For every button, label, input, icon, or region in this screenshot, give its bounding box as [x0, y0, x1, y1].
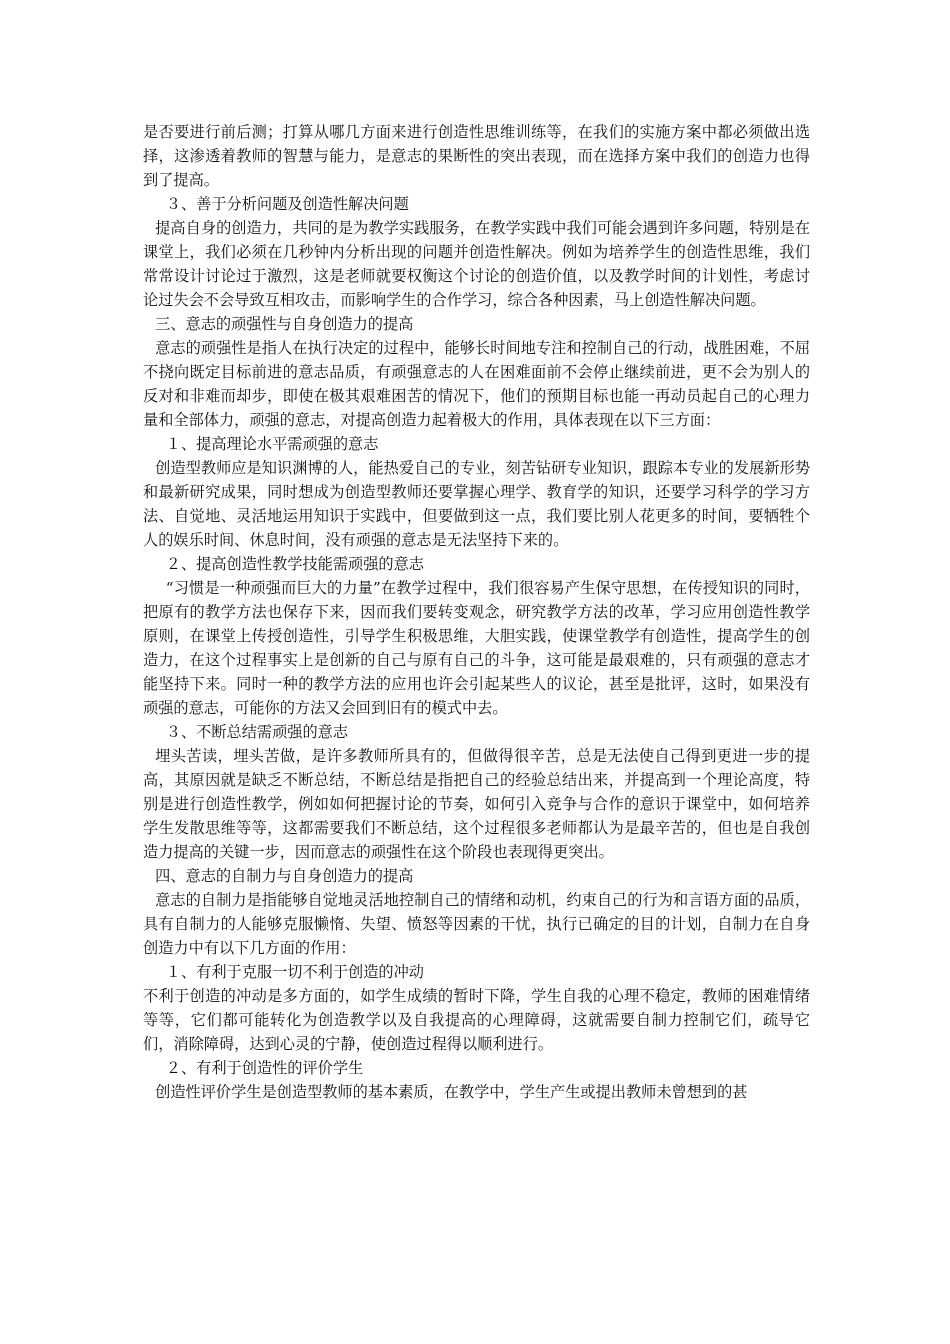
section-heading: １、提高理论水平需顽强的意志	[165, 435, 379, 453]
paragraph: “习惯是一种顽强而巨大的力量”在教学过程中，我们很容易产生保守思想，在传授知识的同时，把原有的教学方法也保存下来，因而我们要转变观念，研究教学方法的改革，学习应用创造性教学原则，在课堂上传授创造性，引导学生积极思维，大胆实践，使课堂教学有创造性，提高学生的创造力，在这个过程事实上是创新的自己与原有自己的斗争，这可能是最艰难的，只有顽强的意志才能坚持下来。同时一种的教学方法的应用也许会引起某些人的议论，甚至是批评，这时，如果没有顽强的意志，可能你的方法又会回到旧有的模式中去。	[143, 579, 810, 717]
section-heading: ３、不断总结需顽强的意志	[165, 723, 349, 741]
paragraph: 创造型教师应是知识渊博的人，能热爱自己的专业，刻苦钻研专业知识，跟踪本专业的发展新形势和最新研究成果，同时想成为创造型教师还要掌握心理学、教育学的知识，还要学习科学的学习方法、自觉地、灵活地运用知识于实践中，但要做到这一点，我们要比别人花更多的时间，要牺牲个人的娱乐时间、休息时间，没有顽强的意志是无法坚持下来的。	[143, 459, 810, 549]
paragraph: 创造性评价学生是创造型教师的基本素质，在教学中，学生产生或提出教师未曾想到的甚	[155, 1083, 748, 1101]
section-heading: ２、提高创造性教学技能需顽强的意志	[165, 555, 424, 573]
section-heading: １、有利于克服一切不利于创造的冲动	[165, 963, 424, 981]
paragraph: 意志的自制力是指能够自觉地灵活地控制自己的情绪和动机，约束自己的行为和言语方面的品质，具有自制力的人能够克服懒惰、失望、愤怒等因素的干忧，执行已确定的目的计划，自制力在自身创造力中有以下几方面的作用：	[143, 891, 810, 957]
section-heading: 四、意志的自制力与自身创造力的提高	[155, 867, 414, 885]
paragraph: 提高自身的创造力，共同的是为教学实践服务，在教学实践中我们可能会遇到许多问题，特别是在课堂上，我们必须在几秒钟内分析出现的问题并创造性解决。例如为培养学生的创造性思维，我们常常设计讨论过于激烈，这是老师就要权衡这个讨论的创造价值，以及教学时间的计划性，考虑讨论过失会不会导致互相攻击，而影响学生的合作学习，综合各种因素，马上创造性解决问题。	[143, 219, 810, 309]
paragraph: 意志的顽强性是指人在执行决定的过程中，能够长时间地专注和控制自己的行动，战胜困难，不屈不挠向既定目标前进的意志品质，有顽强意志的人在困难面前不会停止继续前进，更不会为别人的反对和非难而却步，即使在极其艰难困苦的情况下，他们的预期目标也能一再动员起自己的心理力量和全部体力，顽强的意志，对提高创造力起着极大的作用，具体表现在以下三方面：	[143, 339, 810, 429]
paragraph: 不利于创造的冲动是多方面的，如学生成绩的暂时下降，学生自我的心理不稳定，教师的困难情绪等等，它们都可能转化为创造教学以及自我提高的心理障碍，这就需要自制力控制它们，疏导它们，消除障碍，达到心灵的宁静，使创造过程得以顺利进行。	[143, 987, 810, 1053]
section-heading: ３、善于分析问题及创造性解决问题	[165, 195, 409, 213]
document-body	[143, 120, 810, 1104]
paragraph: 埋头苦读，埋头苦做，是许多教师所具有的，但做得很辛苦，总是无法使自己得到更进一步的提高，其原因就是缺乏不断总结，不断总结是指把自己的经验总结出来，并提高到一个理论高度，特别是进行创造性教学，例如如何把握讨论的节奏，如何引入竞争与合作的意识于课堂中，如何培养学生发散思维等等，这都需要我们不断总结，这个过程很多老师都认为是最辛苦的，但也是自我创造力提高的关键一步，因而意志的顽强性在这个阶段也表现得更突出。	[143, 747, 810, 861]
paragraph: 是否要进行前后测；打算从哪几方面来进行创造性思维训练等，在我们的实施方案中都必须做出选择，这渗透着教师的智慧与能力，是意志的果断性的突出表现，而在选择方案中我们的创造力也得到了提高。	[143, 123, 810, 189]
section-heading: ２、有利于创造性的评价学生	[165, 1059, 364, 1077]
section-heading: 三、意志的顽强性与自身创造力的提高	[155, 315, 414, 333]
